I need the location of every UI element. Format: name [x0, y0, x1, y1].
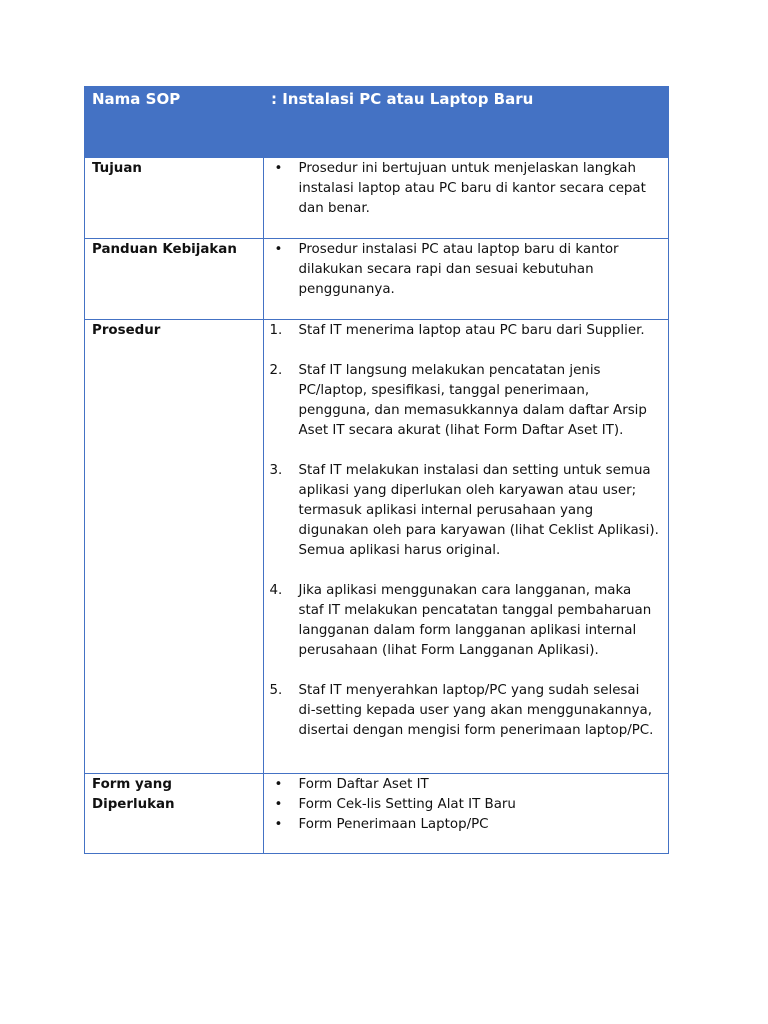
list-item-text: Form Daftar Aset IT	[298, 777, 429, 792]
procedure-step	[269, 581, 660, 661]
list-item	[272, 795, 660, 815]
step-text: Jika aplikasi menggunakan cara langganan, maka staf IT melakukan pencatatan tanggal pembaharuan langganan dalam form langganan aplikasi internal perusahaan (lihat Form Langganan Aplikasi).	[298, 583, 652, 658]
bullet-icon: •	[274, 161, 283, 176]
bullet-icon: •	[274, 242, 283, 257]
procedure-step	[269, 321, 660, 341]
row-content-prosedur	[263, 320, 669, 774]
row-content-panduan	[263, 239, 669, 320]
list-item	[272, 240, 660, 300]
row-tujuan	[85, 158, 669, 239]
step-text: Staf IT menyerahkan laptop/PC yang sudah selesai di-setting kepada user yang akan menggunakannya, disertai dengan mengisi form penerimaan laptop/PC.	[298, 683, 654, 738]
procedure-step	[269, 361, 660, 441]
list-item	[272, 159, 660, 219]
sop-title: : Instalasi PC atau Laptop Baru	[263, 87, 669, 158]
row-content-tujuan	[263, 158, 669, 239]
row-prosedur	[85, 320, 669, 774]
step-text: Staf IT menerima laptop atau PC baru dari Supplier.	[298, 323, 645, 338]
bullet-icon: •	[274, 777, 283, 792]
step-number: 5.	[269, 683, 283, 698]
list-item-text: Form Penerimaan Laptop/PC	[298, 817, 489, 832]
step-number: 2.	[269, 363, 283, 378]
row-form-diperlukan	[85, 774, 669, 854]
sop-header-row	[85, 87, 669, 158]
procedure-step	[269, 681, 660, 741]
sop-name-label: Nama SOP	[85, 87, 264, 158]
row-label-prosedur: Prosedur	[85, 320, 264, 774]
step-number: 4.	[269, 583, 283, 598]
step-number: 1.	[269, 323, 283, 338]
row-label-form: Form yang Diperlukan	[85, 774, 264, 854]
row-label-tujuan: Tujuan	[85, 158, 264, 239]
step-text: Staf IT langsung melakukan pencatatan jenis PC/laptop, spesifikasi, tanggal penerimaan, pengguna, dan memasukkannya dalam daftar Arsip Aset IT secara akurat (lihat Form Daftar Aset IT).	[298, 363, 647, 438]
list-item	[272, 775, 660, 795]
row-content-form	[263, 774, 669, 854]
sop-table	[84, 86, 669, 854]
list-item-text: Prosedur ini bertujuan untuk menjelaskan langkah instalasi laptop atau PC baru di kantor secara cepat dan benar.	[298, 161, 646, 216]
step-number: 3.	[269, 463, 283, 478]
list-item-text: Prosedur instalasi PC atau laptop baru di kantor dilakukan secara rapi dan sesuai kebutuhan penggunanya.	[298, 242, 619, 297]
bullet-icon: •	[274, 797, 283, 812]
list-item-text: Form Cek-lis Setting Alat IT Baru	[298, 797, 516, 812]
row-panduan-kebijakan	[85, 239, 669, 320]
list-item	[272, 815, 660, 835]
procedure-step	[269, 461, 660, 561]
step-text: Staf IT melakukan instalasi dan setting untuk semua aplikasi yang diperlukan oleh karyawan atau user; termasuk aplikasi internal perusahaan yang digunakan oleh para karyawan (lihat Ceklist Aplikasi). Semua aplikasi harus original.	[298, 463, 659, 558]
bullet-icon: •	[274, 817, 283, 832]
row-label-panduan: Panduan Kebijakan	[85, 239, 264, 320]
